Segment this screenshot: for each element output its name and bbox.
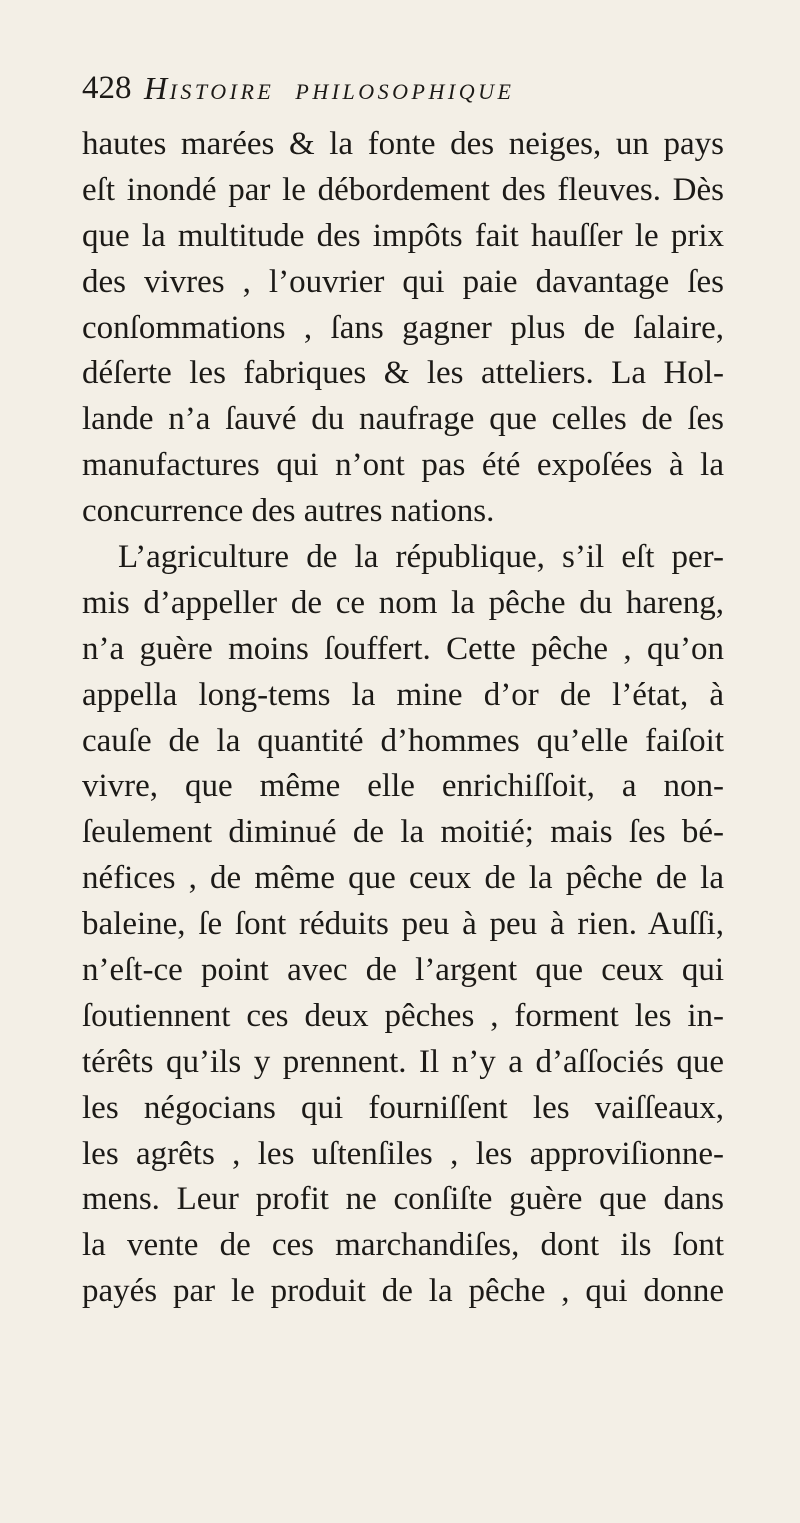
text-line: térêts qu’ils y prennent. Il n’y a d’aſſociés que	[82, 1043, 724, 1080]
running-title-second-word: PHILOSOPHIQUE	[295, 79, 515, 104]
running-title	[144, 70, 514, 107]
text-line: vivre, que même elle enrichiſſoit, a non-	[82, 768, 724, 805]
text-line: conſommations , ſans gagner plus de ſalaire,	[82, 309, 724, 346]
text-line: baleine, ſe ſont réduits peu à peu à rien. Auſſi,	[82, 906, 724, 943]
text-line: les négocians qui fourniſſent les vaiſſeaux,	[82, 1089, 724, 1126]
running-head	[82, 70, 722, 120]
text-line: la vente de ces marchandiſes, dont ils ſont	[82, 1227, 724, 1264]
paragraph-end-line: concurrence des autres nations.	[82, 493, 495, 530]
text-line: n’eſt-ce point avec de l’argent que ceux qui	[82, 952, 724, 989]
text-line: mis d’appeller de ce nom la pêche du hareng,	[82, 584, 724, 621]
text-line: déſerte les fabriques & les atteliers. La Hol-	[82, 355, 724, 392]
text-line: n’a guère moins ſouffert. Cette pêche , qu’on	[82, 630, 724, 667]
text-line: mens. Leur profit ne conſiſte guère que dans	[82, 1181, 724, 1218]
text-line: néfices , de même que ceux de la pêche de la	[82, 860, 724, 897]
text-line: ſoutiennent ces deux pêches , forment les in-	[82, 997, 724, 1034]
text-line: cauſe de la quantité d’hommes qu’elle faiſoit	[82, 722, 724, 759]
text-line: payés par le produit de la pêche , qui donne	[82, 1273, 724, 1310]
page-number: 428	[82, 70, 132, 106]
text-line: appella long-tems la mine d’or de l’état, à	[82, 676, 724, 713]
text-line: manufactures qui n’ont pas été expoſées à la	[82, 447, 724, 484]
running-title-rest: ISTOIRE	[169, 79, 275, 104]
text-line: les agrêts , les uſtenſiles , les approviſionne-	[82, 1135, 724, 1172]
text-line: des vivres , l’ouvrier qui paie davantage ſes	[82, 263, 724, 300]
paragraph-start-line: L’agriculture de la république, s’il eſt per-	[118, 539, 724, 576]
text-line: que la multitude des impôts fait hauſſer le prix	[82, 217, 724, 254]
running-title-initial: H	[144, 70, 170, 106]
text-line: lande n’a ſauvé du naufrage que celles de ſes	[82, 401, 724, 438]
text-line: ſeulement diminué de la moitié; mais ſes bé-	[82, 814, 724, 851]
text-line: eſt inondé par le débordement des fleuves. Dès	[82, 171, 724, 208]
text-line: hautes marées & la fonte des neiges, un pays	[82, 126, 724, 162]
body-text	[82, 122, 724, 1315]
